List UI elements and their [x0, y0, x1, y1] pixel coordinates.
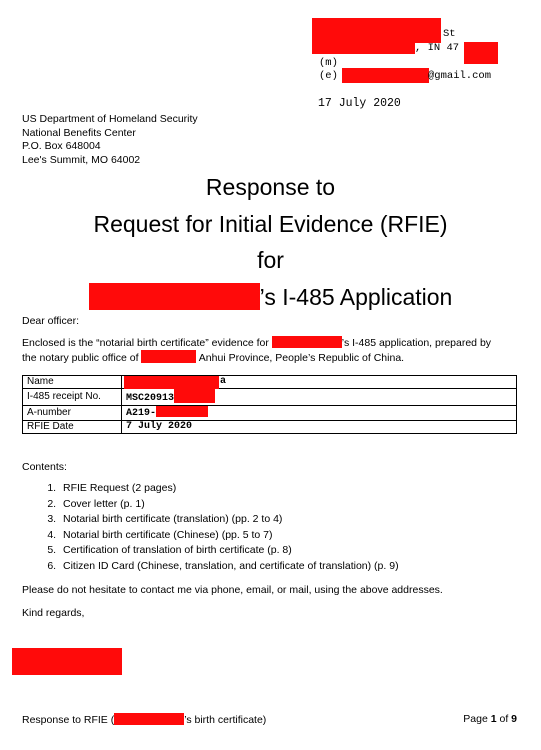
- table-row: [23, 376, 517, 389]
- page-label: Page: [463, 713, 491, 725]
- redaction-box: [174, 389, 215, 403]
- recipient-address: [22, 113, 198, 167]
- sender-email-label: (e): [319, 70, 338, 82]
- table-row: [23, 406, 517, 421]
- list-item: 6. Citizen ID Card (Chinese, translation, and certificate of translation) (p. 9): [59, 559, 399, 575]
- list-item: 5. Certification of translation of birth certificate (p. 8): [59, 543, 399, 559]
- redaction-box: [124, 376, 219, 389]
- table-value: 7 July 2020: [122, 421, 517, 434]
- title-line-3: for: [257, 247, 284, 273]
- title-line-4: [0, 279, 541, 316]
- redaction-box: [89, 283, 260, 310]
- recipient-line: National Benefits Center: [22, 126, 136, 139]
- redaction-box: [312, 40, 415, 54]
- a-number-value: A219-: [126, 408, 157, 419]
- sender-street-suffix: St: [443, 28, 456, 40]
- list-item: 2. Cover letter (p. 1): [59, 497, 399, 513]
- redaction-box: [272, 336, 342, 348]
- footer-text: Response to RFIE (: [22, 714, 115, 726]
- redaction-box: [156, 406, 208, 417]
- recipient-line: P.O. Box 648004: [22, 140, 101, 152]
- signature-redaction: [12, 648, 122, 675]
- table-row: [23, 421, 517, 434]
- contents-list: [22, 481, 399, 574]
- intro-paragraph: [22, 336, 517, 365]
- recipient-line: US Department of Homeland Security: [22, 113, 198, 125]
- page-of: of: [496, 713, 512, 725]
- table-value: [122, 376, 517, 389]
- table-label: A-number: [23, 406, 122, 421]
- redaction-box: [141, 350, 196, 363]
- page-number: [463, 713, 517, 725]
- table-label: RFIE Date: [23, 421, 122, 434]
- list-item: 4. Notarial birth certificate (Chinese) (pp. 5 to 7): [59, 528, 399, 544]
- contents-heading: Contents:: [22, 461, 67, 473]
- document-title: [0, 169, 541, 315]
- letter-date: 17 July 2020: [318, 97, 401, 110]
- redaction-box: [114, 713, 184, 725]
- regards: Kind regards,: [22, 607, 85, 619]
- intro-text: Enclosed is the “notarial birth certificate” evidence for: [22, 337, 272, 349]
- page-current: 1: [490, 713, 497, 725]
- table-value: [122, 406, 517, 421]
- recipient-line: Lee's Summit, MO 64002: [22, 153, 141, 166]
- title-line-1: Response to: [205, 174, 336, 200]
- applicant-info-table: [22, 375, 517, 434]
- table-value: [122, 389, 517, 406]
- intro-text: the notary public office of: [22, 352, 142, 364]
- page-total: 9: [511, 713, 517, 725]
- receipt-value: MSC20913: [126, 393, 175, 404]
- sender-city-state: , IN 47: [415, 42, 460, 54]
- list-item: 3. Notarial birth certificate (translation) (pp. 2 to 4): [59, 512, 399, 528]
- sender-email-domain: @gmail.com: [428, 70, 492, 82]
- title-line-2: Request for Initial Evidence (RFIE): [93, 210, 448, 237]
- intro-text: Anhui Province, People’s Republic of China.: [196, 352, 405, 364]
- redaction-box: [342, 68, 429, 83]
- intro-text: ’s I-485 application, prepared by: [341, 337, 492, 349]
- salutation: Dear officer:: [22, 315, 79, 327]
- closing-note: Please do not hesitate to contact me via phone, email, or mail, using the above addresses.: [22, 584, 443, 596]
- title-line-4-text: ’s I-485 Application: [259, 283, 453, 310]
- list-item: 1. RFIE Request (2 pages): [59, 481, 399, 497]
- sender-mobile-label: (m): [319, 57, 338, 69]
- redaction-box: [464, 42, 498, 64]
- table-label: I-485 receipt No.: [23, 389, 122, 406]
- name-value: a: [220, 376, 227, 387]
- table-label: Name: [23, 376, 122, 389]
- table-row: [23, 389, 517, 406]
- footer-left: [22, 713, 266, 726]
- footer-text: ’s birth certificate): [184, 714, 267, 726]
